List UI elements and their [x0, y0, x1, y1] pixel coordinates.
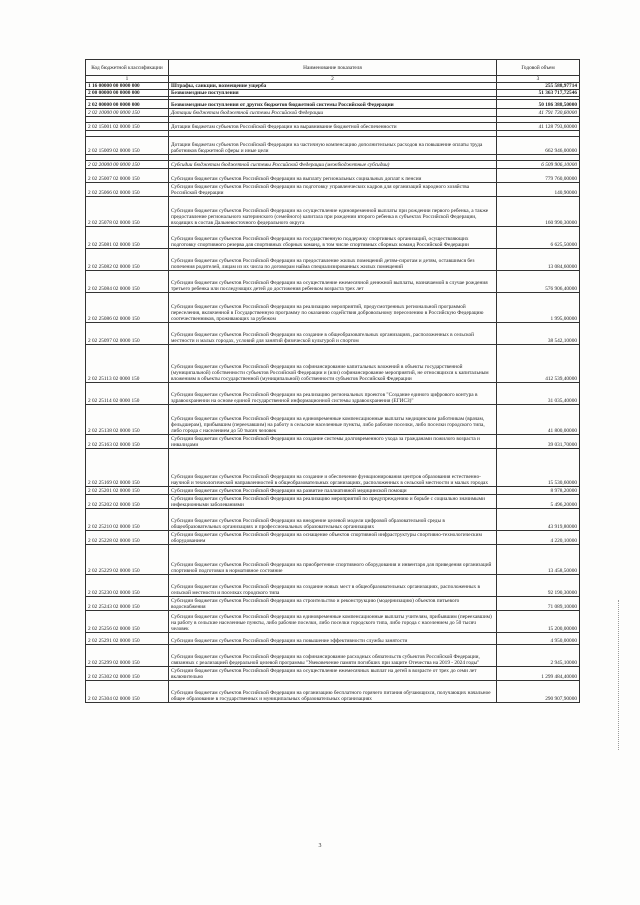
- row-code: 2 02 25163 02 0000 150: [86, 435, 169, 449]
- row-value: 140,90000: [497, 183, 580, 197]
- scan-edge-mark: [618, 600, 620, 750]
- row-value: 13 084,60000: [497, 249, 580, 271]
- header-value: Годовой объем: [497, 60, 580, 76]
- row-value: 2 945,10000: [497, 645, 580, 667]
- row-code: 1 16 00000 00 0000 000: [86, 83, 169, 90]
- header-code: Код бюджетной классификации: [86, 60, 169, 76]
- table-row: [86, 271, 580, 293]
- row-name: Субсидии бюджетам субъектов Российской Федерации на предоставление жилых помещений детям-сиротам и детям, оставшимся без попечения родителей, лицам из их числа по договорам найма специализированных жилых помещений: [169, 249, 497, 271]
- row-name: Субсидии бюджетам субъектов Российской Федерации на осуществление единовременной выплаты при рождении первого ребенка, а также предоставление регионального материнского (семейного) капитала при рождении второго ребенка в субъектах Российской Федерации, входящих в состав Дальневосточного федерального округа: [169, 197, 497, 227]
- row-value: 6 509 906,10000: [497, 161, 580, 169]
- table-row: [86, 83, 580, 90]
- row-value: 50 186 388,50000: [497, 100, 580, 109]
- table-row: [86, 531, 580, 545]
- row-name: Дотации бюджетам субъектов Российской Федерации на частичную компенсацию дополнительных расходов на повышение оплаты труда работников бюджетной сферы и иные цели: [169, 137, 497, 155]
- page-number: 3: [318, 843, 322, 849]
- row-value: 1 299 484,40000: [497, 667, 580, 681]
- row-code: 2 02 25302 02 0000 150: [86, 667, 169, 681]
- table-row: [86, 545, 580, 575]
- row-code: 2 02 00000 00 0000 000: [86, 100, 169, 109]
- row-value: 43 919,80000: [497, 509, 580, 531]
- row-value: 51 363 717,72546: [497, 90, 580, 97]
- table-row: [86, 633, 580, 645]
- row-value: 255 588,97714: [497, 83, 580, 90]
- column-number: 2: [169, 76, 497, 83]
- budget-table: [85, 59, 580, 703]
- row-name: Дотации бюджетам субъектов Российской Федерации на выравнивание бюджетной обеспеченности: [169, 123, 497, 131]
- row-code: 2 02 25084 02 0000 150: [86, 271, 169, 293]
- row-name: Субсидии бюджетам субъектов Российской Федерации на строительство и реконструкцию (модернизацию) объектов питьевого водоснабжения: [169, 597, 497, 611]
- row-value: 4 950,00000: [497, 633, 580, 645]
- column-number-row: [86, 76, 580, 83]
- table-row: [86, 345, 580, 383]
- row-value: 31 035,40000: [497, 383, 580, 405]
- row-code: 2 02 25304 02 0000 150: [86, 681, 169, 703]
- row-name: Субсидии бюджетам субъектов Российской Федерации на повышение эффективности службы занятости: [169, 633, 497, 645]
- row-code: 2 02 25202 02 0000 150: [86, 495, 169, 509]
- row-name: Субсидии бюджетам субъектов Российской Федерации на реализацию мероприятий, предусмотренных региональной программой переселения, включенной в Государственную программу по оказанию содействия добровольному переселению в Российскую Федерацию соотечественников, проживающих за рубежом: [169, 293, 497, 323]
- row-code: 2 02 25138 02 0000 150: [86, 405, 169, 435]
- row-name: Субсидии бюджетам субъектов Российской Федерации на создание системы долговременного ухода за гражданами пожилого возраста и инвалидами: [169, 435, 497, 449]
- table-row: [86, 645, 580, 667]
- column-number: 1: [86, 76, 169, 83]
- row-code: 2 02 25243 02 0000 150: [86, 597, 169, 611]
- row-name: Штрафы, санкции, возмещение ущерба: [169, 83, 497, 90]
- row-code: 2 02 25299 02 0000 150: [86, 645, 169, 667]
- table-row: [86, 323, 580, 345]
- row-name: Субсидии бюджетам субъектов Российской Федерации на приобретение спортивного оборудования и инвентаря для приведения организаций спортивной подготовки в нормативное состояние: [169, 545, 497, 575]
- row-name: Дотации бюджетам бюджетной системы Российской Федерации: [169, 109, 497, 117]
- row-code: 2 02 25097 02 0000 150: [86, 323, 169, 345]
- row-value: 662 946,00000: [497, 137, 580, 155]
- row-code: 2 02 25229 02 0000 150: [86, 545, 169, 575]
- header-name: Наименование показателя: [169, 60, 497, 76]
- row-value: 92 190,30000: [497, 575, 580, 597]
- row-value: 15 530,60000: [497, 449, 580, 487]
- row-name: Безвозмездные поступления от других бюджетов бюджетной системы Российской Федерации: [169, 100, 497, 109]
- table-row: [86, 435, 580, 449]
- table-row: [86, 495, 580, 509]
- row-value: 4 220,10000: [497, 531, 580, 545]
- row-code: 2 02 25114 02 0000 150: [86, 383, 169, 405]
- row-name: Субсидии бюджетам субъектов Российской Федерации на софинансирование расходных обязательств субъектов Российской Федерации, связанных с реализацией федеральной целевой программы "Увековечение памяти погибших при защите Отечества на 2019 - 2024 годы": [169, 645, 497, 667]
- row-value: 71 089,10000: [497, 597, 580, 611]
- row-code: 2 02 25082 02 0000 150: [86, 249, 169, 271]
- row-value: 41 800,00000: [497, 405, 580, 435]
- row-value: 1 995,00000: [497, 293, 580, 323]
- table-row: [86, 90, 580, 97]
- row-value: 8 978,20000: [497, 487, 580, 495]
- row-name: Субсидии бюджетам субъектов Российской Федерации на создание и обеспечение функционирования центров образования естественно-научной и технологической направленностей в общеобразовательных организациях, расположенных в сельской местности и малых городах: [169, 449, 497, 487]
- table-row: [86, 509, 580, 531]
- table-row: [86, 197, 580, 227]
- row-code: 2 02 25086 02 0000 150: [86, 293, 169, 323]
- table-row: [86, 161, 580, 169]
- table-row: [86, 611, 580, 633]
- row-name: Субсидии бюджетам субъектов Российской Федерации на осуществление ежемесячных выплат на детей в возрасте от трех до семи лет включительно: [169, 667, 497, 681]
- row-name: Субсидии бюджетам субъектов Российской Федерации на оснащение объектов спортивной инфраструктуры спортивно-технологическим оборудованием: [169, 531, 497, 545]
- row-name: Субсидии бюджетам субъектов Российской Федерации на выплату региональных социальных доплат к пенсии: [169, 169, 497, 183]
- row-name: Субсидии бюджетам субъектов Российской Федерации на создание в общеобразовательных организациях, расположенных в сельской местности и малых городах, условий для занятий физической культурой и спортом: [169, 323, 497, 345]
- table-row: [86, 575, 580, 597]
- row-code: 2 02 25081 02 0000 150: [86, 227, 169, 249]
- table-row: [86, 137, 580, 155]
- row-name: Субсидии бюджетам субъектов Российской Федерации на внедрение целевой модели цифровой образовательной среды в общеобразовательных организациях и профессиональных образовательных организациях: [169, 509, 497, 531]
- table-row: [86, 169, 580, 183]
- row-value: 41 128 793,60000: [497, 123, 580, 131]
- row-name: Субсидии бюджетам субъектов Российской Федерации на реализацию региональных проектов "Создание единого цифрового контура в здравоохранении на основе единой государственной информационной системы здравоохранения (ЕГИСЗ)": [169, 383, 497, 405]
- row-name: Субсидии бюджетам субъектов Российской Федерации на софинансирование капитальных вложений в объекты государственной (муниципальной) собственности субъектов Российской Федерации и (или) софинансирование мероприятий, не относящихся к капитальным вложениям в объекты государственной (муниципальной) собственности субъектов Российской Федерации: [169, 345, 497, 383]
- row-value: 290 907,90000: [497, 681, 580, 703]
- row-value: 15 200,00000: [497, 611, 580, 633]
- row-name: Субсидии бюджетам субъектов Российской Федерации на развитие паллиативной медицинской помощи: [169, 487, 497, 495]
- row-name: Субсидии бюджетам субъектов Российской Федерации на создание новых мест в общеобразовательных организациях, расположенных в сельской местности и поселках городского типа: [169, 575, 497, 597]
- row-code: 2 02 25291 02 0000 150: [86, 633, 169, 645]
- row-code: 2 00 00000 00 0000 000: [86, 90, 169, 97]
- table-row: [86, 449, 580, 487]
- row-code: 2 02 25169 02 0000 150: [86, 449, 169, 487]
- row-code: 2 02 25078 02 0000 150: [86, 197, 169, 227]
- row-value: 576 906,40000: [497, 271, 580, 293]
- table-row: [86, 383, 580, 405]
- row-code: 2 02 25066 02 0000 150: [86, 183, 169, 197]
- row-value: 38 542,10000: [497, 323, 580, 345]
- row-code: 2 02 25256 02 0000 150: [86, 611, 169, 633]
- table-row: [86, 667, 580, 681]
- row-name: Безвозмездные поступления: [169, 90, 497, 97]
- row-value: 5 496,20000: [497, 495, 580, 509]
- table-row: [86, 183, 580, 197]
- table-row: [86, 405, 580, 435]
- row-name: Субсидии бюджетам бюджетной системы Российской Федерации (межбюджетные субсидии): [169, 161, 497, 169]
- row-name: Субсидии бюджетам субъектов Российской Федерации на осуществление ежемесячной денежной выплаты, назначаемой в случае рождения третьего ребенка или последующих детей до достижения ребенком возраста трех лет: [169, 271, 497, 293]
- row-value: 412 539,40000: [497, 345, 580, 383]
- row-code: 2 02 25228 02 0000 150: [86, 531, 169, 545]
- row-code: 2 02 25007 02 0000 150: [86, 169, 169, 183]
- row-value: 160 990,30000: [497, 197, 580, 227]
- row-value: 6 625,50000: [497, 227, 580, 249]
- row-value: 13 458,50000: [497, 545, 580, 575]
- table-row: [86, 227, 580, 249]
- row-code: 2 02 15001 02 0000 150: [86, 123, 169, 131]
- table-row: [86, 597, 580, 611]
- table-row: [86, 123, 580, 131]
- row-value: 41 791 730,60000: [497, 109, 580, 117]
- row-code: 2 02 25201 02 0000 150: [86, 487, 169, 495]
- row-name: Субсидии бюджетам субъектов Российской Федерации на реализацию мероприятий по предупреждению и борьбе с социально значимыми инфекционными заболеваниями: [169, 495, 497, 509]
- column-number: 3: [497, 76, 580, 83]
- row-code: 2 02 10000 00 0000 150: [86, 109, 169, 117]
- table-row: [86, 109, 580, 117]
- row-name: Субсидии бюджетам субъектов Российской Федерации на подготовку управленческих кадров для организаций народного хозяйства Российской Федерации: [169, 183, 497, 197]
- row-name: Субсидии бюджетам субъектов Российской Федерации на государственную поддержку спортивных организаций, осуществляющих подготовку спортивного резерва для спортивных сборных команд, в том числе спортивных сборных команд Российской Федерации: [169, 227, 497, 249]
- row-code: 2 02 25210 02 0000 150: [86, 509, 169, 531]
- row-code: 2 02 25230 02 0000 150: [86, 575, 169, 597]
- row-code: 2 02 20000 00 0000 150: [86, 161, 169, 169]
- row-code: 2 02 25113 02 0000 150: [86, 345, 169, 383]
- row-value: 779 760,00000: [497, 169, 580, 183]
- row-name: Субсидии бюджетам субъектов Российской Федерации на единовременные компенсационные выплаты учителям, прибывшим (переехавшим) на работу в сельские населенные пункты, либо рабочие поселки, либо поселки городского типа, либо города с населением до 50 тысяч человек: [169, 611, 497, 633]
- table-header-row: [86, 60, 580, 76]
- row-code: 2 02 15009 02 0000 150: [86, 137, 169, 155]
- row-name: Субсидии бюджетам субъектов Российской Федерации на организацию бесплатного горячего питания обучающихся, получающих начальное общее образование в государственных и муниципальных образовательных организациях: [169, 681, 497, 703]
- table-row: [86, 293, 580, 323]
- table-row: [86, 100, 580, 109]
- row-value: 39 031,70000: [497, 435, 580, 449]
- table-row: [86, 249, 580, 271]
- row-name: Субсидии бюджетам субъектов Российской Федерации на единовременные компенсационные выплаты медицинским работникам (врачам, фельдшерам), прибывшим (переехавшим) на работу в сельские населенные пункты, либо рабочие поселки, либо поселки городского типа, либо города с населением до 50 тысяч человек: [169, 405, 497, 435]
- table-row: [86, 487, 580, 495]
- table-row: [86, 681, 580, 703]
